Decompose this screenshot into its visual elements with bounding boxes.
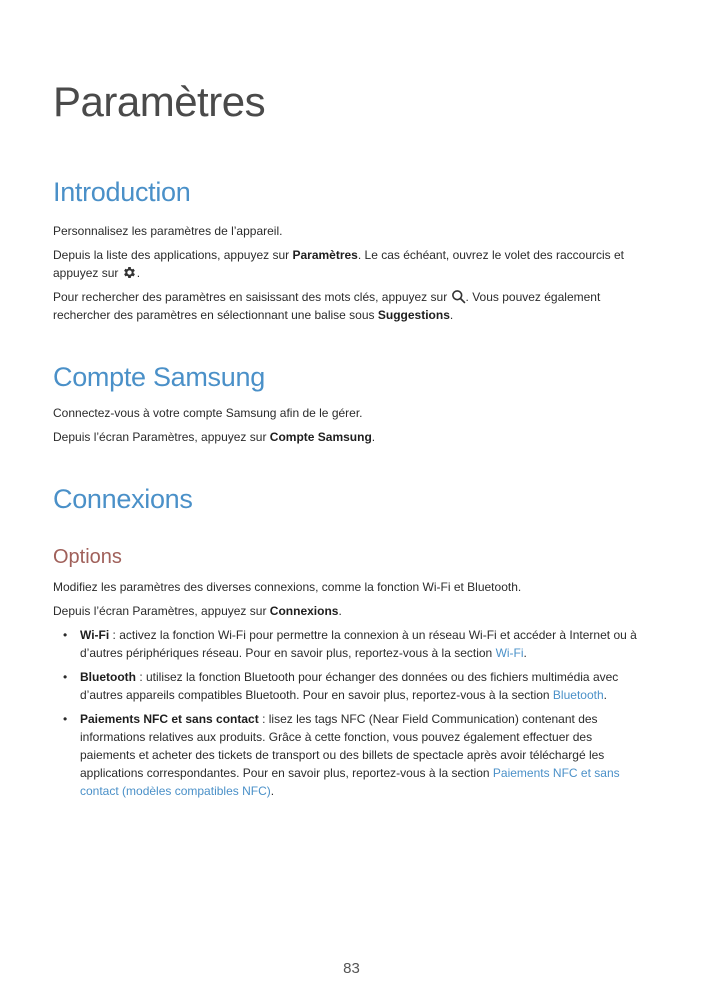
intro-paragraph-3 <box>53 288 653 324</box>
samsung-account-p2-text: Depuis l’écran Paramètres, appuyez sur <box>53 430 270 444</box>
suggestions-term: Suggestions <box>377 308 450 322</box>
connections-term: Connexions <box>269 604 339 618</box>
intro-p3-text-2: . Vous pouvez également rechercher des paramètres en sélectionnant une balise sous <box>53 290 601 322</box>
wifi-end: . <box>523 646 527 660</box>
options-heading: Options <box>53 546 122 568</box>
samsung-account-paragraph-2 <box>53 428 653 446</box>
connections-section <box>53 578 648 806</box>
samsung-account-p2-end: . <box>371 430 376 444</box>
bluetooth-end: . <box>603 688 607 702</box>
wifi-link[interactable]: Wi-Fi <box>495 646 524 660</box>
intro-p3-end: . <box>449 308 454 322</box>
connections-p2-end: . <box>338 604 342 618</box>
list-item-bluetooth <box>53 668 648 704</box>
gear-icon <box>122 265 137 280</box>
list-item-wifi <box>53 626 648 662</box>
bluetooth-description: : utilisez la fonction Bluetooth pour échanger des données ou des fichiers multimédia avec d’autres appareils compatibles Bluetooth. Pour en savoir plus, reportez-vous à la section <box>80 670 619 702</box>
samsung-account-term: Compte Samsung <box>269 430 372 444</box>
page-title: Paramètres <box>53 78 266 125</box>
connections-heading: Connexions <box>53 484 193 514</box>
samsung-account-heading: Compte Samsung <box>53 362 265 392</box>
samsung-account-section <box>53 404 653 452</box>
intro-p3-text: Pour rechercher des paramètres en saisissant des mots clés, appuyez sur <box>53 290 451 304</box>
intro-paragraph-2 <box>53 246 653 282</box>
wifi-term: Wi-Fi <box>80 628 110 642</box>
page-number: 83 <box>343 960 360 977</box>
connection-options-list <box>53 626 648 800</box>
intro-p2-end: . <box>136 266 141 280</box>
list-item-nfc <box>53 710 648 800</box>
connections-paragraph-1: Modifiez les paramètres des diverses connexions, comme la fonction Wi-Fi et Bluetooth. <box>53 580 522 594</box>
wifi-description: : activez la fonction Wi-Fi pour permettre la connexion à un réseau Wi-Fi et accéder à Internet ou à d’autres périphériques réseau. Pour en savoir plus, reportez-vous à la section <box>80 628 637 660</box>
nfc-end: . <box>270 784 275 798</box>
intro-heading: Introduction <box>53 177 191 207</box>
connections-paragraph-2 <box>53 602 648 620</box>
search-icon <box>451 289 466 304</box>
intro-section <box>53 222 653 330</box>
nfc-description: : lisez les tags NFC (Near Field Communication) contenant des informations relatives aux produits. Grâce à cette fonction, vous pouvez également effectuer des paiements et acheter des tickets de transport ou des billets de spectacle après avoir téléchargé les applications correspondantes. Pour en savoir plus, reportez-vous à la section <box>80 712 605 780</box>
bluetooth-term: Bluetooth <box>80 670 136 684</box>
samsung-account-paragraph-1: Connectez-vous à votre compte Samsung afin de le gérer. <box>53 406 363 420</box>
nfc-link[interactable]: Paiements NFC et sans contact (modèles compatibles NFC) <box>80 766 620 798</box>
intro-p2-text-2: . Le cas échéant, ouvrez le volet des raccourcis et appuyez sur <box>53 248 624 280</box>
connections-p2-text: Depuis l’écran Paramètres, appuyez sur <box>53 604 270 618</box>
bluetooth-link[interactable]: Bluetooth <box>552 688 604 702</box>
settings-term: Paramètres <box>292 248 358 262</box>
intro-p2-text: Depuis la liste des applications, appuyez sur <box>53 248 293 262</box>
intro-paragraph-1: Personnalisez les paramètres de l’appareil. <box>53 224 283 238</box>
nfc-term: Paiements NFC et sans contact <box>80 712 259 726</box>
